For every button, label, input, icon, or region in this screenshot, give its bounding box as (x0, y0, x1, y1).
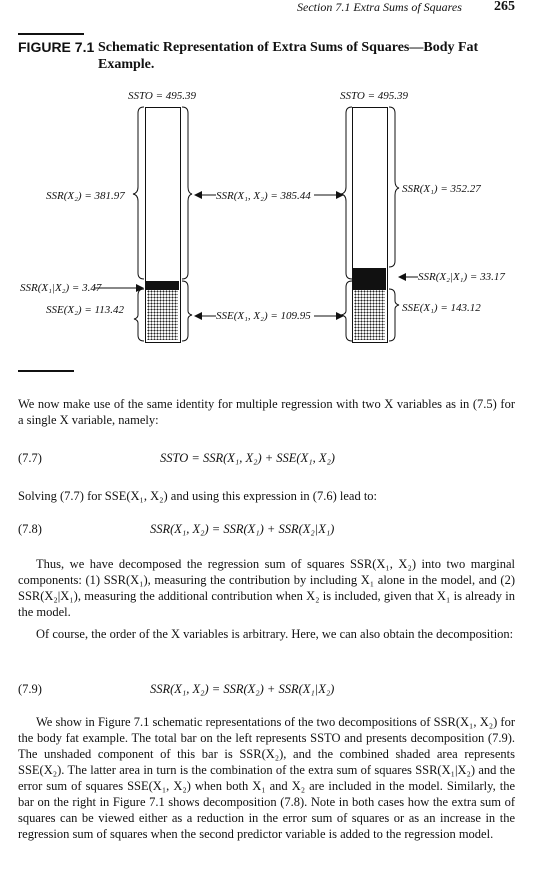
paragraph-3: Thus, we have decomposed the regression sum of squares SSR(X₁, X₂) into two marginal components: (1) SSR(X₁), measuring the contribution by including X₁ alone in the model, and (2) SSR(X₂|X₁), measuring the additional contribution when X₂ is included, given that X₁ is already in the model. (18, 557, 515, 619)
left-sse-segment (147, 290, 178, 340)
figure-bottom-rule (18, 370, 74, 372)
equation-7-9-number: (7.9) (18, 682, 42, 696)
left-ssto-label: SSTO = 495.39 (128, 90, 197, 102)
right-total-bar (352, 107, 388, 343)
center-ssr-arrow-left (194, 190, 216, 200)
right-ssr-label: SSR(X₁) = 352.27 (402, 183, 481, 195)
paragraph-5: We show in Figure 7.1 schematic representations of the two decompositions of SSR(X₁, X₂) for the body fat example. The total bar on the left represents SSTO and presents decomposition (7.9). The unshaded component of this bar is SSR(X₂), and the combined shaded area represents SSE(X₂). The latter area in turn is the combination of the extra sum of squares SSR(X₁|X₂) and the error sum of squares SSE(X₁, X₂) when both X₁ and X₂ are included in the model. Similarly, the bar on the right in Figure 7.1 shows decomposition (7.8). Note in both cases how the extra sum of squares can be viewed either as a reduction in the error sum of squares or as an increase in the regression sum of squares when the second predictor variable is added to the regression model. (18, 715, 515, 841)
left-sse-label: SSE(X₂) = 113.42 (46, 304, 124, 316)
right-extra-arrow (398, 272, 418, 282)
left-extra-arrow (94, 283, 146, 293)
equation-7-8-number: (7.8) (18, 522, 42, 536)
right-braces (387, 105, 401, 345)
right-extra-ss-label: SSR(X₂|X₁) = 33.17 (418, 271, 505, 283)
equation-7-7-number: (7.7) (18, 451, 42, 465)
paragraph-2: Solving (7.7) for SSE(X₁, X₂) and using this expression in (7.6) lead to: (18, 489, 378, 503)
right-ssto-label: SSTO = 495.39 (340, 90, 409, 102)
right-sse-label: SSE(X₁) = 143.12 (402, 302, 481, 314)
right-extra-ss-segment (353, 268, 386, 290)
equation-7-7: SSTO = SSR(X₁, X₂) + SSE(X₁, X₂) (160, 451, 335, 465)
equation-7-8: SSR(X₁, X₂) = SSR(X₁) + SSR(X₂|X₁) (150, 522, 335, 536)
right-sse-segment (354, 290, 385, 340)
left-extra-ss-label: SSR(X₁|X₂) = 3.47 (20, 282, 102, 294)
page-number: 265 (494, 0, 515, 14)
equation-7-9: SSR(X₁, X₂) = SSR(X₂) + SSR(X₁|X₂) (150, 682, 335, 696)
left-ssr-label: SSR(X₂) = 381.97 (46, 190, 125, 202)
left-braces (132, 105, 146, 345)
left-total-bar (145, 107, 181, 343)
figure-top-rule (18, 33, 84, 35)
paragraph-1: We now make use of the same identity for multiple regression with two X variables as in (7.5) for a single X variable, namely: (18, 397, 515, 427)
center-ssr-label: SSR(X₁, X₂) = 385.44 (216, 190, 311, 202)
section-header: Section 7.1 Extra Sums of Squares (297, 0, 462, 14)
figure-title: Schematic Representation of Extra Sums of Squares—Body Fat Example. (98, 40, 479, 72)
center-sse-label: SSE(X₁, X₂) = 109.95 (216, 310, 311, 322)
figure-label: FIGURE 7.1 (18, 39, 95, 55)
left-extra-ss-segment (146, 281, 179, 290)
right-inner-braces (340, 105, 354, 345)
paragraph-4: Of course, the order of the X variables is arbitrary. Here, we can also obtain the decomposition: (36, 627, 514, 641)
left-inner-braces (180, 105, 194, 345)
center-sse-arrow-left (194, 311, 216, 321)
